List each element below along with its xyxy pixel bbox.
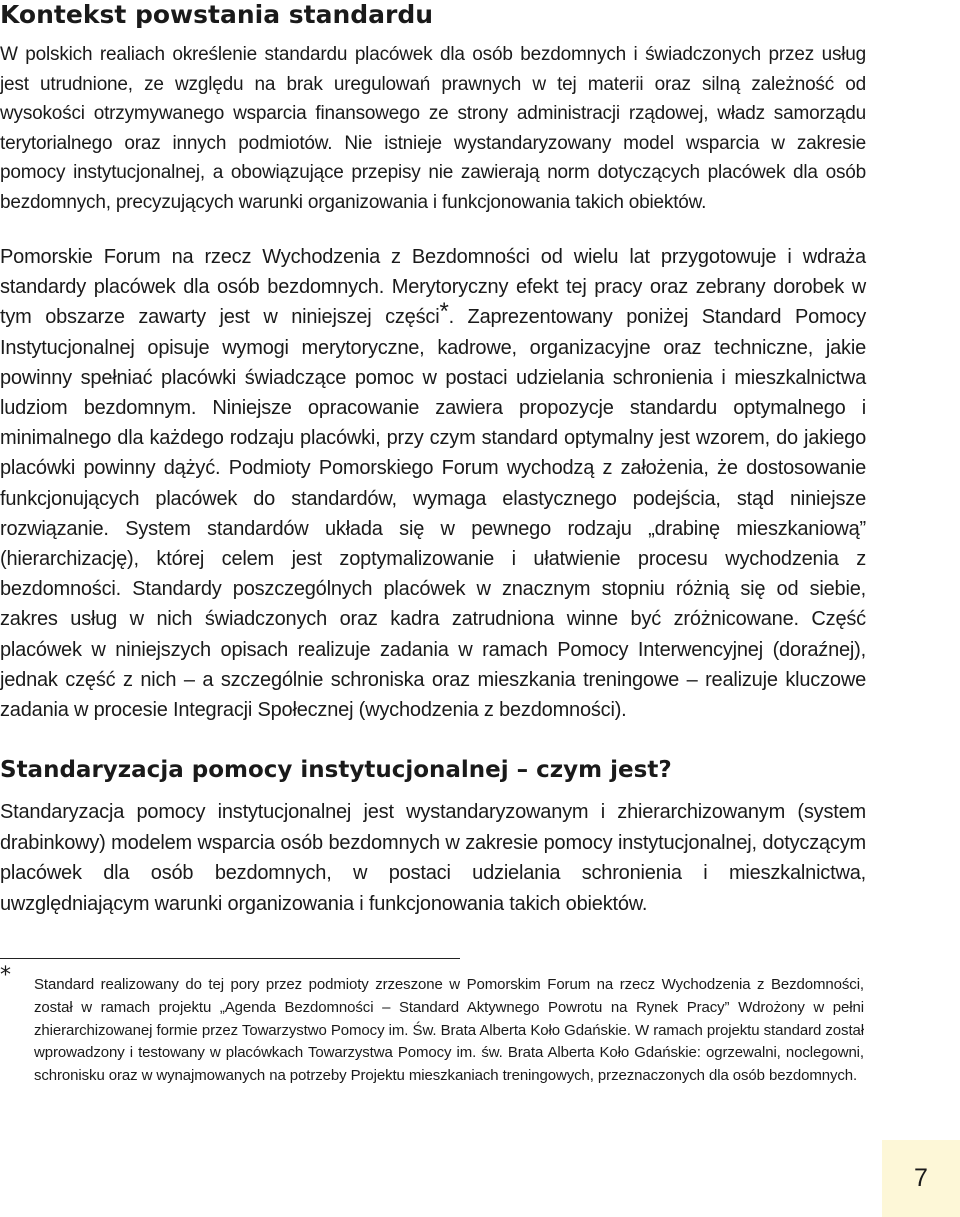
page-number: 7 <box>914 1164 928 1192</box>
standardization-paragraph: Standaryzacja pomocy instytucjonalnej jest wystandaryzowanym i zhierarchizowanym (system drabinkowy) modelem wsparcia osób bezdomnych w zakresie pomocy instytucjonalnej, dotyczącym placówek dla osób bezdomnych, w postaci udzielania schronienia i mieszkalnictwa, uwzględniającym warunki organizowania i funkcjonowania takich obiektów. <box>0 801 866 915</box>
footnote-divider <box>0 958 460 959</box>
context-paragraph-1: W polskich realiach określenie standardu placówek dla osób bezdomnych i świadczonych przez usług jest utrudnione, ze względu na brak uregulowań prawnych w tej materii oraz silną zależność od wysokości otrzymywanego wsparcia finansowego ze strony administracji rządowej, władz samorządu terytorialnego oraz innych podmiotów. Nie istnieje wystandaryzowany model wsparcia w zakresie pomocy instytucjonalnej, a obowiązujące przepisy nie zawierają norm dotyczących placówek dla osób bezdomnych, precyzujących warunki organizowania i funkcjonowania takich obiektów. <box>0 44 866 213</box>
context-paragraph-2 <box>0 242 866 725</box>
footnote-text: Standard realizowany do tej pory przez podmioty zrzeszone w Pomorskim Forum na rzecz Wychodzenia z Bezdomności, został w ramach projektu „Agenda Bezdomności – Standard Aktywnego Powrotu na Rynek Pracy” Wdrożony w pełni zhierarchizowanej formie przez Towarzystwo Pomocy im. Św. Brata Alberta Koło Gdańskie. W ramach projektu standard został wprowadzony i testowany w placówkach Towarzystwa Pomocy im. św. Brata Alberta Koło Gdańskie: ogrzewalni, noclegowni, schronisku oraz w wynajmowanych na potrzeby Projektu mieszkaniach treningowych, przeznaczonych dla osób bezdomnych. <box>34 976 864 1085</box>
footnote-mark: * <box>0 963 11 988</box>
context-paragraph-2-part-1: Pomorskie Forum na rzecz Wychodzenia z Bezdomności od wielu lat przygotowuje i wdraża standardy placówek dla osób bezdomnych. Merytoryczny efekt tej pracy oraz zebrany dorobek w tym obszarze zawarty jest w niniejszej części <box>0 246 866 329</box>
context-paragraph-2-part-2: . Zaprezentowany poniżej Standard Pomocy Instytucjonalnej opisuje wymogi merytoryczne, kadrowe, organizacyjne oraz techniczne, jakie powinny spełniać placówki świadczące pomoc w postaci udzielania schronienia i mieszkalnictwa ludziom bezdomnym. Niniejsze opracowanie zawiera propozycje standardu optymalnego i minimalnego dla każdego rodzaju placówki, przy czym standard optymalny jest wzorem, do jakiego placówki powinny dążyć. Podmioty Pomorskiego Forum wychodzą z założenia, że dostosowanie funkcjonujących placówek do standardów, wymaga elastycznego podejścia, stąd niniejsze rozwiązanie. System standardów układa się w pewnego rodzaju „drabinę mieszkaniową” (hierarchizację), której celem jest zoptymalizowanie i ułatwienie procesu wychodzenia z bezdomności. Standardy poszczególnych placówek w znacznym stopniu różnią się od siebie, zakres usług w nich świadczonych oraz kadra zatrudniona winne być zróżnicowane. Część placówek w niniejszych opisach realizuje zadania w ramach Pomocy Interwencyjnej (doraźnej), jednak część z nich – a szczególnie schroniska oraz mieszkania treningowe – realizuje kluczowe zadania w procesie Integracji Społecznej (wychodzenia z bezdomności). <box>0 306 866 722</box>
section-title-context: Kontekst powstania standardu <box>0 0 434 29</box>
section-title-standardization: Standaryzacja pomocy instytucjonalnej – czym jest? <box>0 757 672 783</box>
footnote-reference-mark[interactable]: * <box>439 298 449 326</box>
page-number-box <box>882 1140 960 1217</box>
